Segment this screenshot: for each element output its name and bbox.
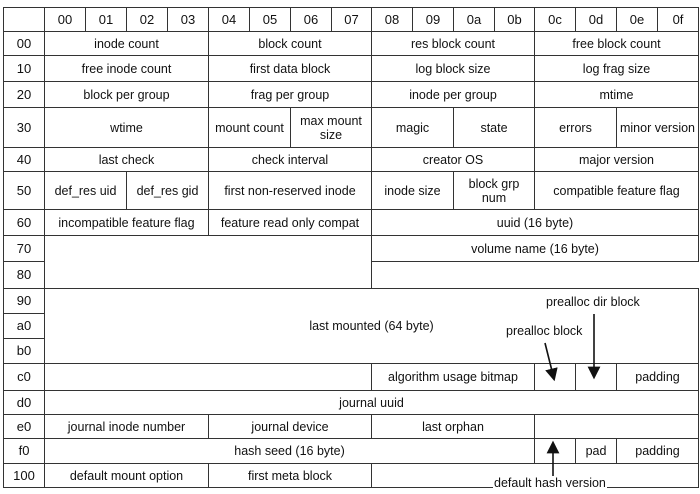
column-header: 0a bbox=[453, 7, 495, 32]
field-cell: incompatible feature flag bbox=[44, 209, 209, 236]
row-offset-label: d0 bbox=[3, 390, 45, 415]
column-header: 07 bbox=[331, 7, 372, 32]
column-header: 09 bbox=[412, 7, 454, 32]
row-offset-label: 10 bbox=[3, 55, 45, 82]
field-cell: compatible feature flag bbox=[534, 171, 699, 210]
field-cell: mtime bbox=[534, 81, 699, 108]
field-cell: def_res gid bbox=[126, 171, 209, 210]
row-offset-label: 70 bbox=[3, 235, 45, 262]
row-offset-label: a0 bbox=[3, 313, 45, 339]
column-header: 0d bbox=[575, 7, 617, 32]
field-cell: hash seed (16 byte) bbox=[44, 438, 535, 464]
row-offset-label: 30 bbox=[3, 107, 45, 148]
column-header: 0f bbox=[657, 7, 699, 32]
column-header: 00 bbox=[44, 7, 86, 32]
field-cell: last mounted (64 byte) bbox=[44, 288, 699, 364]
row-offset-label: 00 bbox=[3, 31, 45, 56]
field-cell bbox=[534, 363, 576, 391]
field-cell: major version bbox=[534, 147, 699, 172]
field-cell: journal inode number bbox=[44, 414, 209, 439]
column-header: 02 bbox=[126, 7, 168, 32]
field-cell: max mount size bbox=[290, 107, 372, 148]
field-cell: creator OS bbox=[371, 147, 535, 172]
column-header: 03 bbox=[167, 7, 209, 32]
column-header: 0c bbox=[534, 7, 576, 32]
field-cell: log frag size bbox=[534, 55, 699, 82]
field-cell: feature read only compat bbox=[208, 209, 372, 236]
row-offset-label: 20 bbox=[3, 81, 45, 108]
field-cell: inode per group bbox=[371, 81, 535, 108]
field-cell: last orphan bbox=[371, 414, 535, 439]
field-cell: volume name (16 byte) bbox=[371, 235, 699, 262]
annotation-prealloc-block: prealloc block bbox=[506, 324, 583, 338]
field-cell: block grp num bbox=[453, 171, 535, 210]
field-cell: algorithm usage bitmap bbox=[371, 363, 535, 391]
field-cell bbox=[44, 235, 372, 289]
field-cell bbox=[534, 414, 699, 439]
field-cell: def_res uid bbox=[44, 171, 127, 210]
field-cell: last check bbox=[44, 147, 209, 172]
field-cell: free inode count bbox=[44, 55, 209, 82]
column-header: 06 bbox=[290, 7, 332, 32]
field-cell: minor version bbox=[616, 107, 699, 148]
column-header: 01 bbox=[85, 7, 127, 32]
field-cell: first meta block bbox=[208, 463, 372, 488]
column-header: 05 bbox=[249, 7, 291, 32]
field-cell: free block count bbox=[534, 31, 699, 56]
field-cell: block count bbox=[208, 31, 372, 56]
annotation-prealloc-dir-block: prealloc dir block bbox=[546, 295, 640, 309]
row-offset-label: b0 bbox=[3, 338, 45, 364]
row-offset-label: f0 bbox=[3, 438, 45, 464]
column-header: 0e bbox=[616, 7, 658, 32]
field-cell: state bbox=[453, 107, 535, 148]
field-cell: inode size bbox=[371, 171, 454, 210]
row-offset-label: 60 bbox=[3, 209, 45, 236]
field-cell: first non-reserved inode bbox=[208, 171, 372, 210]
row-offset-label: 40 bbox=[3, 147, 45, 172]
field-cell: wtime bbox=[44, 107, 209, 148]
field-cell: frag per group bbox=[208, 81, 372, 108]
field-cell: uuid (16 byte) bbox=[371, 209, 699, 236]
field-cell: inode count bbox=[44, 31, 209, 56]
field-cell bbox=[534, 438, 576, 464]
row-offset-label: 100 bbox=[3, 463, 45, 488]
row-offset-label: e0 bbox=[3, 414, 45, 439]
field-cell: default mount option bbox=[44, 463, 209, 488]
field-cell: journal uuid bbox=[44, 390, 699, 415]
column-header: 08 bbox=[371, 7, 413, 32]
field-cell: check interval bbox=[208, 147, 372, 172]
row-offset-label: 90 bbox=[3, 288, 45, 314]
row-offset-label: 80 bbox=[3, 261, 45, 289]
row-offset-label: 50 bbox=[3, 171, 45, 210]
field-cell: block per group bbox=[44, 81, 209, 108]
field-cell: pad bbox=[575, 438, 617, 464]
field-cell: res block count bbox=[371, 31, 535, 56]
field-cell: journal device bbox=[208, 414, 372, 439]
column-header: 0b bbox=[494, 7, 535, 32]
field-cell: errors bbox=[534, 107, 617, 148]
field-cell: mount count bbox=[208, 107, 291, 148]
column-header: 04 bbox=[208, 7, 250, 32]
corner-cell bbox=[3, 7, 45, 32]
field-cell: magic bbox=[371, 107, 454, 148]
field-cell: padding bbox=[616, 363, 699, 391]
field-cell bbox=[575, 363, 617, 391]
field-cell: log block size bbox=[371, 55, 535, 82]
annotation-default-hash-version: default hash version bbox=[494, 476, 606, 490]
row-offset-label: c0 bbox=[3, 363, 45, 391]
field-cell: padding bbox=[616, 438, 699, 464]
field-cell: first data block bbox=[208, 55, 372, 82]
